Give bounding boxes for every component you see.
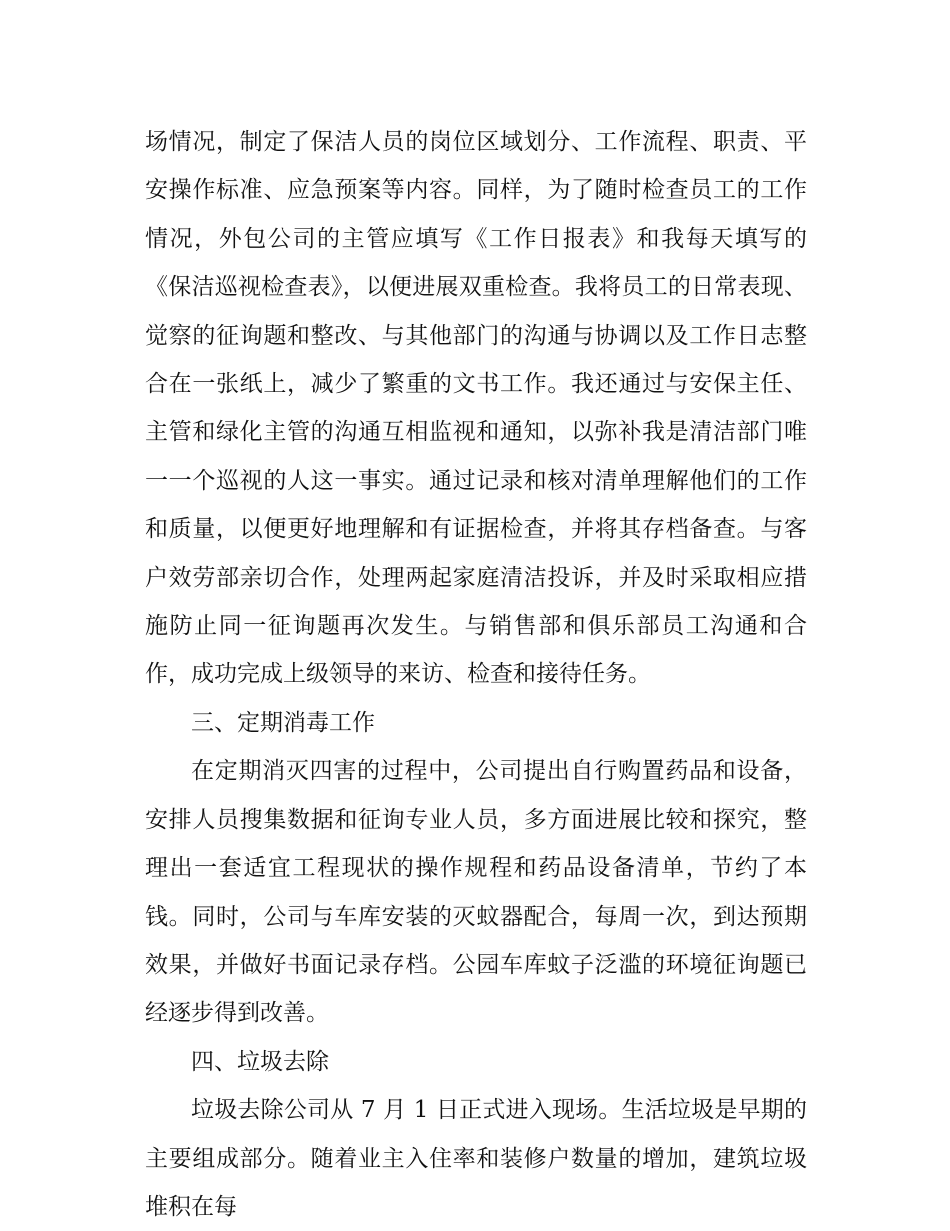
body-paragraph-garbage-removal: 垃圾去除公司从 7 月 1 日正式进入现场。生活垃圾是早期的主要组成部分。随着业主入住率和装修户数量的增加，建筑垃圾堆积在每 <box>145 1097 807 1220</box>
body-paragraph-cleaning-management: 场情况，制定了保洁人员的岗位区域划分、工作流程、职责、平安操作标准、应急预案等内容。同样，为了随时检查员工的工作情况，外包公司的主管应填写《工作日报表》和我每天填写的《保洁巡视检查表》，以便进展双重检查。我将员工的日常表现、觉察的征询题和整改、与其他部门的沟通与协调以及工作日志整合在一张纸上，减少了繁重的文书工作。我还通过与安保主任、主管和绿化主管的沟通互相监视和通知，以弥补我是清洁部门唯一一个巡视的人这一事实。通过记录和核对清单理解他们的工作和质量，以便更好地理解和有证据检查，并将其存档备查。与客户效劳部亲切合作，处理两起家庭清洁投诉，并及时采取相应措施防止同一征询题再次发生。与销售部和俱乐部员工沟通和合作，成功完成上级领导的来访、检查和接待任务。 <box>145 129 807 688</box>
body-paragraph-disinfection: 在定期消灭四害的过程中，公司提出自行购置药品和设备，安排人员搜集数据和征询专业人员，多方面进展比较和探究，整理出一套适宜工程现状的操作规程和药品设备清单，节约了本钱。同时，公司与车库安装的灭蚊器配合，每周一次，到达预期效果，并做好书面记录存档。公园车库蚊子泛滥的环境征询题已经逐步得到改善。 <box>145 758 807 1027</box>
section-heading-disinfection: 三、定期消毒工作 <box>191 709 375 736</box>
document-body <box>145 118 807 1231</box>
section-heading-garbage-removal: 四、垃圾去除 <box>191 1048 329 1075</box>
